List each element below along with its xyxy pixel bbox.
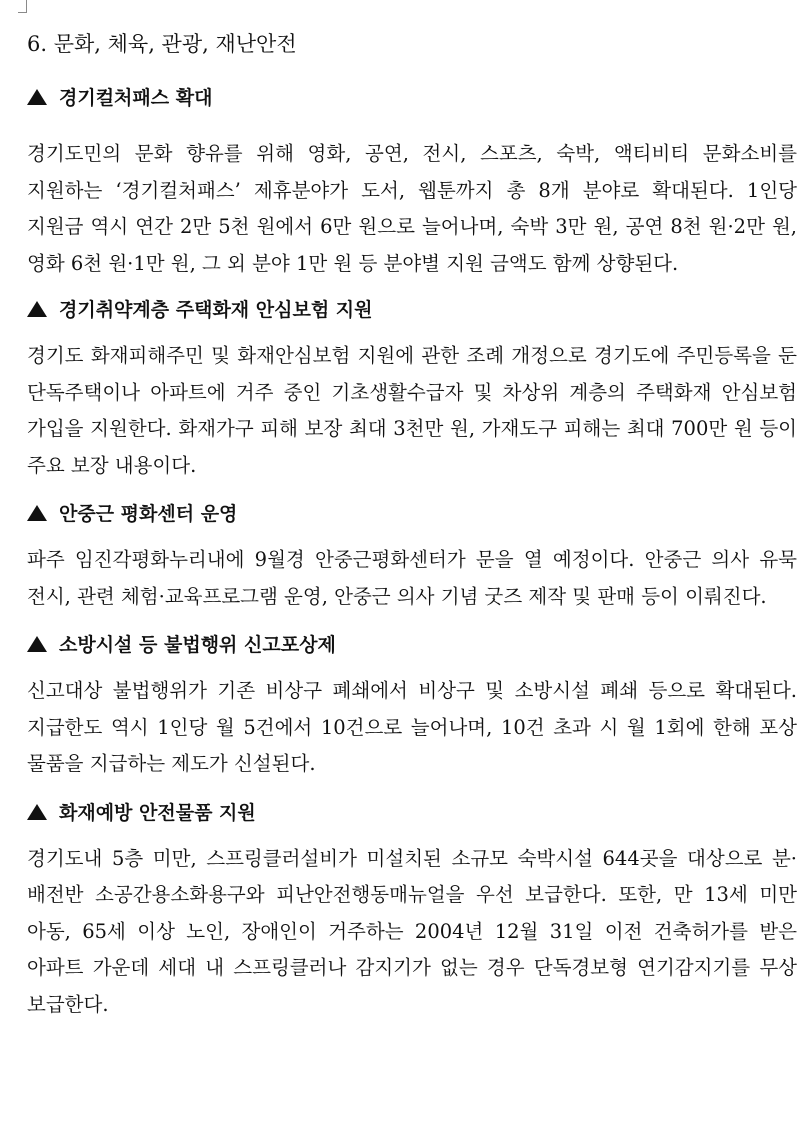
item-title-text: 화재예방 안전물품 지원 [59,801,256,824]
policy-item-fire-insurance [27,290,797,484]
triangle-bullet-icon [27,636,47,652]
item-title [27,290,797,330]
item-title [27,494,797,534]
item-title [27,793,797,833]
item-body: 경기도 화재피해주민 및 화재안심보험 지원에 관한 조례 개정으로 경기도에 주민등록을 둔 단독주택이나 아파트에 거주 중인 기초생활수급자 및 차상위 계층의 주택화재 안심보험 가입을 지원한다. 화재가구 피해 보장 최대 3천만 원, 가재도구 피해는 최대 700만 원 등이 주요 보장 내용이다. [27,344,797,477]
section-heading: 6. 문화, 체육, 관광, 재난안전 [27,32,297,56]
triangle-bullet-icon [27,301,47,317]
triangle-bullet-icon [27,505,47,521]
item-title-text: 소방시설 등 불법행위 신고포상제 [59,634,336,656]
item-body: 경기도민의 문화 향유를 위해 영화, 공연, 전시, 스포츠, 숙박, 액티비티 문화소비를 지원하는 ‘경기컬처패스’ 제휴분야가 도서, 웹툰까지 총 8개 분야로 확대된다. 1인당 지원금 역시 연간 2만 5천 원에서 6만 원으로 늘어나며, 숙박 3만 원, 공연 8천 원·2만 원, 영화 6천 원·1만 원, 그 외 분야 1만 원 등 분야별 지원 금액도 함께 상향된다. [27,142,797,275]
item-title-text: 경기컬처패스 확대 [59,87,213,109]
item-title-text: 경기취약계층 주택화재 안심보험 지원 [59,299,373,321]
page-corner-mark [18,0,27,13]
item-body: 신고대상 불법행위가 기존 비상구 폐쇄에서 비상구 및 소방시설 폐쇄 등으로 확대된다. 지급한도 역시 1인당 월 5건에서 10건으로 늘어나며, 10건 초과 시 월 1회에 한해 포상 물품을 지급하는 제도가 신설된다. [27,679,797,775]
triangle-bullet-icon [27,89,47,105]
policy-item-peace-center [27,494,797,615]
policy-item-safety-supplies [27,793,797,1024]
document-page [27,24,797,1033]
item-body: 경기도내 5층 미만, 스프링클러설비가 미설치된 소규모 숙박시설 644곳을 대상으로 분·배전반 소공간용소화용구와 피난안전행동매뉴얼을 우선 보급한다. 또한, 만 13세 미만 아동, 65세 이상 노인, 장애인이 거주하는 2004년 12월 31일 이전 건축허가를 받은 아파트 가운데 세대 내 스프링클러나 감지기가 없는 경우 단독경보형 연기감지기를 무상 보급한다. [27,846,797,1016]
item-title [27,78,797,118]
policy-item-culture-pass [27,78,797,282]
item-title-text: 안중근 평화센터 운영 [59,503,238,525]
item-body: 파주 임진각평화누리내에 9월경 안중근평화센터가 문을 열 예정이다. 안중근 의사 유묵 전시, 관련 체험·교육프로그램 운영, 안중근 의사 기념 굿즈 제작 및 판매 등이 이뤄진다. [27,548,797,608]
triangle-bullet-icon [27,804,47,820]
item-title [27,625,797,665]
policy-item-report-reward [27,625,797,783]
